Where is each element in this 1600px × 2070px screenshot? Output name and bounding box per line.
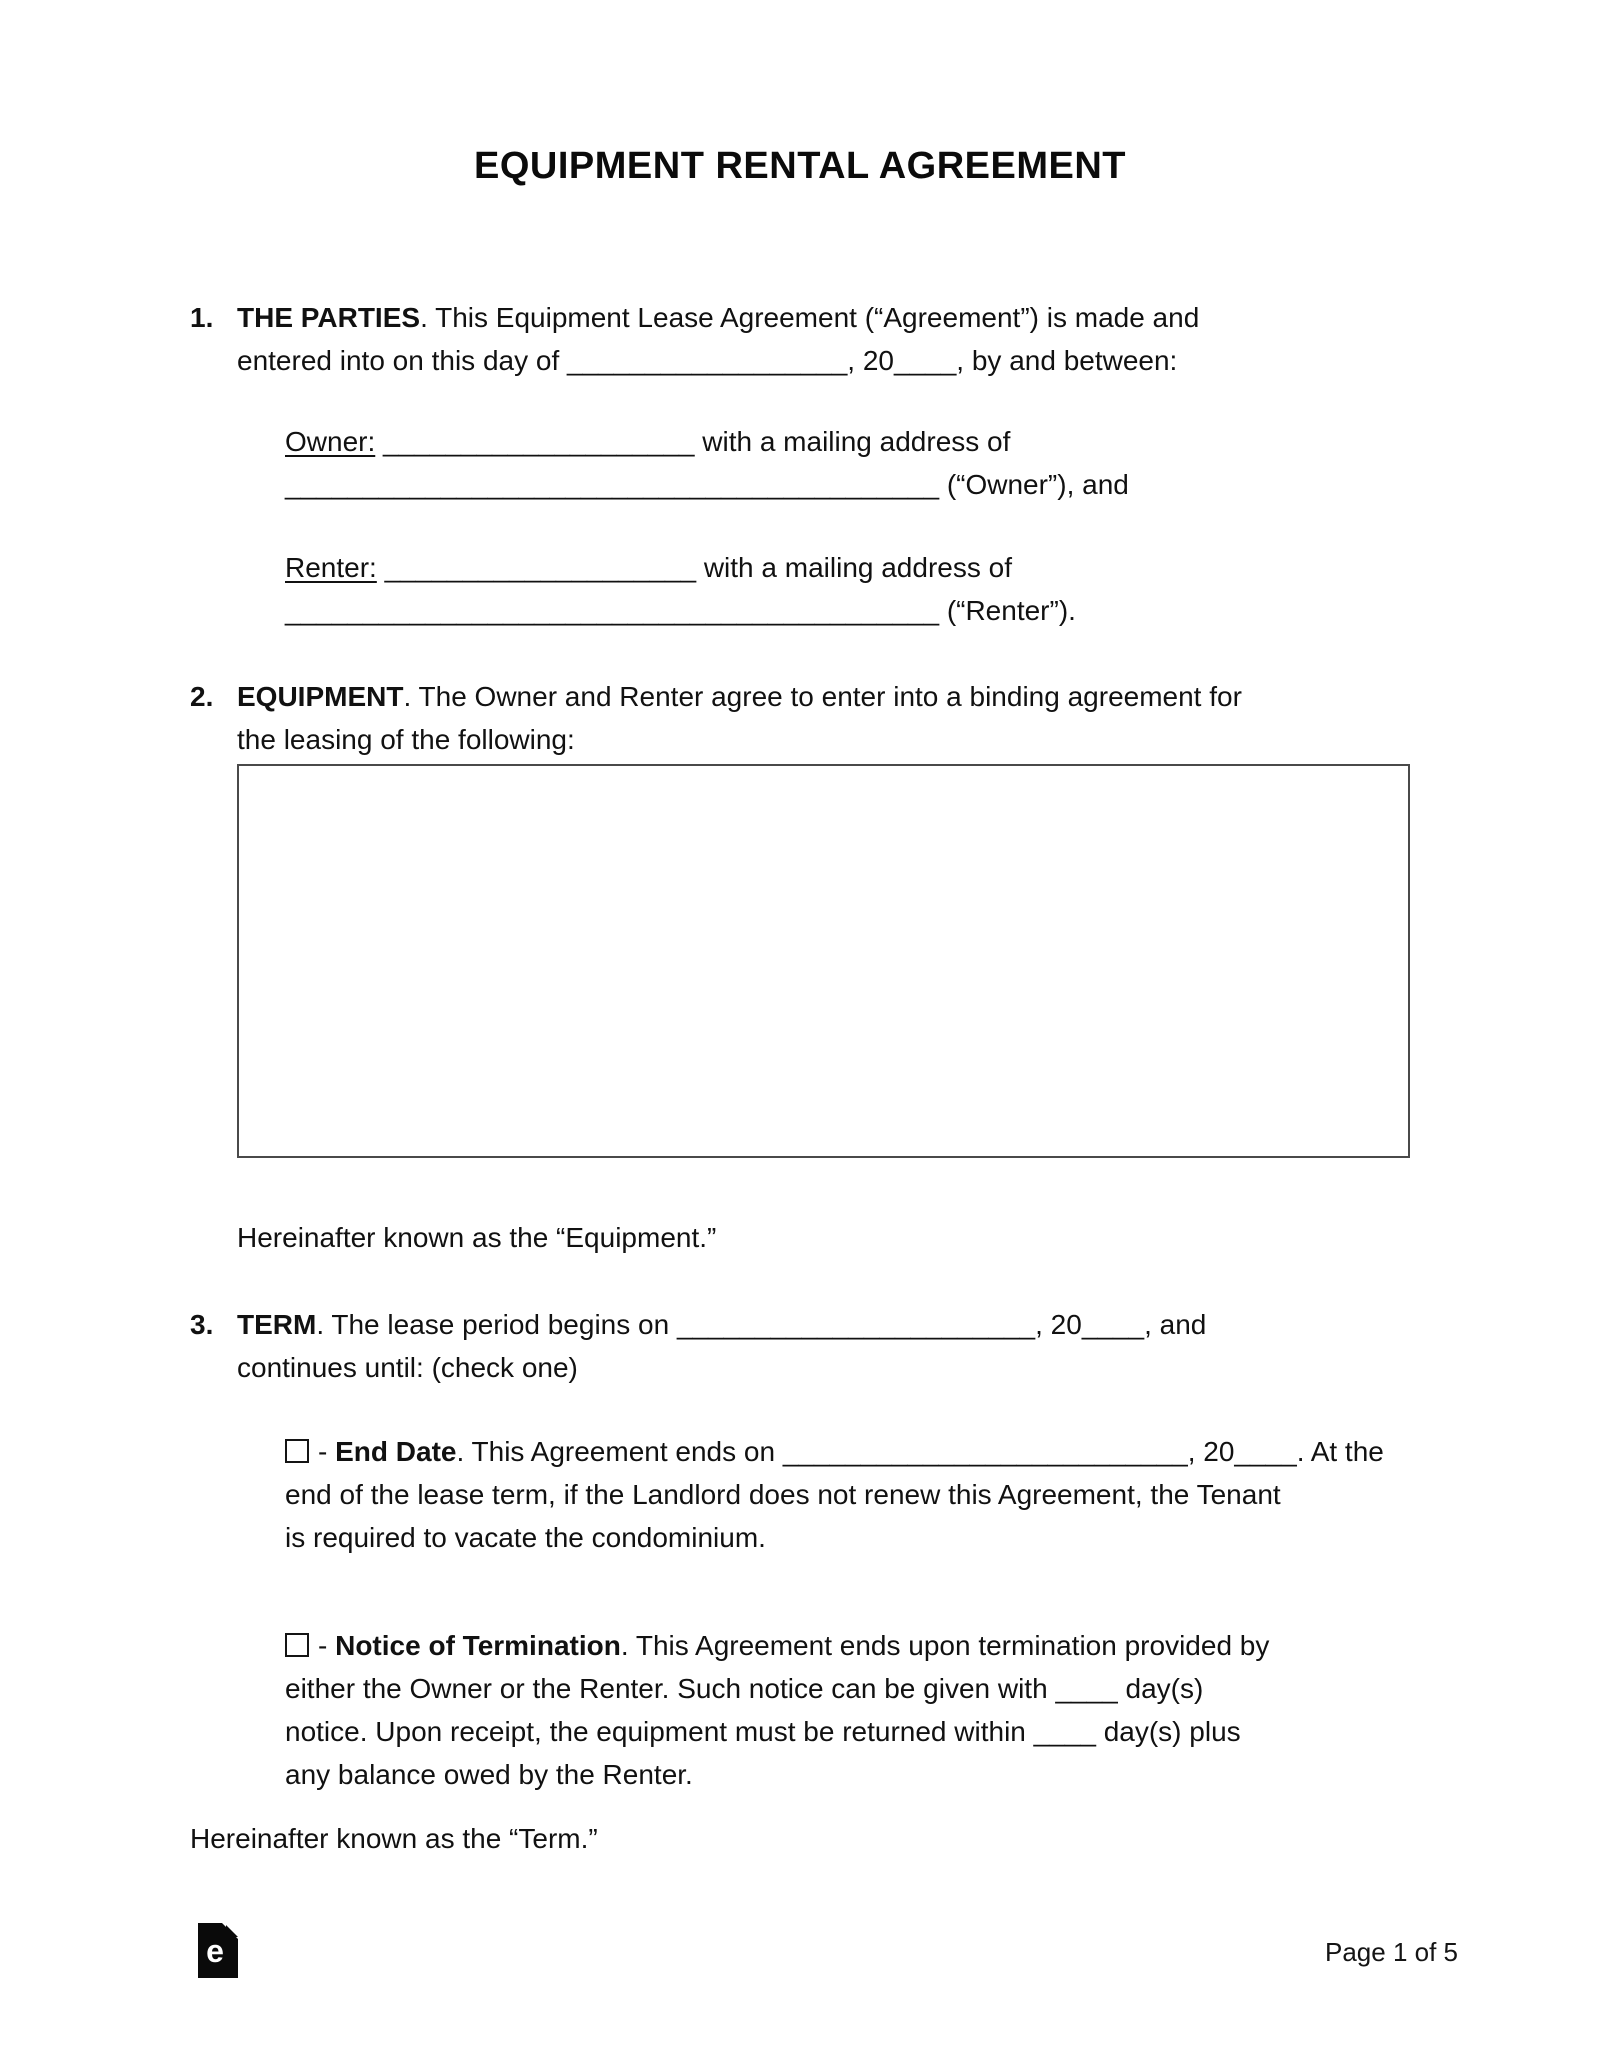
end-date-option [285, 1430, 1410, 1559]
end-date-line-3: is required to vacate the condominium. [285, 1522, 766, 1553]
end-date-line-1 [285, 1430, 1410, 1473]
parties-line-1-text: . This Equipment Lease Agreement (“Agreement”) is made and [420, 302, 1200, 333]
end-date-line-1-text: . This Agreement ends on __________________________, 20____. At the [456, 1436, 1384, 1467]
page-number-label: Page 1 of 5 [1325, 1937, 1458, 1967]
equipment-line-1-text: . The Owner and Renter agree to enter into a binding agreement for [403, 681, 1242, 712]
renter-name-blank: ____________________ with a mailing address of [376, 552, 1012, 583]
term-line-2: continues until: (check one) [237, 1352, 578, 1383]
notice-dash: - [318, 1630, 336, 1661]
section-heading: EQUIPMENT [237, 681, 404, 712]
checkbox-icon [285, 1633, 309, 1657]
term-line-1 [237, 1303, 1410, 1346]
section-heading: TERM [237, 1309, 317, 1340]
parties-line-1 [237, 296, 1410, 339]
renter-line-1 [285, 546, 1410, 589]
notice-line-1 [285, 1624, 1410, 1667]
section-term-body [237, 1303, 1410, 1796]
owner-clause [285, 420, 1410, 506]
owner-name-blank: ____________________ with a mailing address of [375, 426, 1011, 457]
notice-line-1-text: . This Agreement ends upon termination provided by [620, 1630, 1270, 1661]
logo-letter: e [206, 1933, 224, 1969]
owner-label: Owner: [285, 426, 376, 457]
end-date-line-2: end of the lease term, if the Landlord does not renew this Agreement, the Tenant [285, 1479, 1281, 1510]
section-number: 3. [190, 1309, 214, 1340]
term-hereinafter-text: Hereinafter known as the “Term.” [190, 1823, 598, 1854]
equipment-line-2: the leasing of the following: [237, 724, 575, 755]
notice-heading: Notice of Termination [335, 1630, 621, 1661]
equipment-line-1 [237, 675, 1410, 718]
notice-of-termination-option [285, 1624, 1410, 1796]
renter-label: Renter: [285, 552, 377, 583]
checkbox-icon [285, 1439, 309, 1463]
equipment-hereinafter-text: Hereinafter known as the “Equipment.” [237, 1222, 717, 1253]
end-date-heading: End Date [335, 1436, 457, 1467]
owner-line-2: __________________________________________ (“Owner”), and [285, 469, 1129, 500]
notice-line-2: either the Owner or the Renter. Such notice can be given with ____ day(s) [285, 1673, 1204, 1704]
section-parties [190, 296, 1410, 632]
term-line-1-text: . The lease period begins on _______________________, 20____, and [316, 1309, 1207, 1340]
section-equipment [190, 675, 1410, 1259]
owner-line-1 [285, 420, 1410, 463]
eforms-page-logo-icon [198, 1923, 238, 1978]
end-date-dash: - [318, 1436, 336, 1467]
renter-clause [285, 546, 1410, 632]
page-title: EQUIPMENT RENTAL AGREEMENT [474, 145, 1126, 187]
renter-line-2: __________________________________________ (“Renter”). [285, 595, 1076, 626]
section-term [190, 1303, 1410, 1796]
notice-line-4: any balance owed by the Renter. [285, 1759, 693, 1790]
parties-line-2: entered into on this day of __________________, 20____, by and between: [237, 345, 1178, 376]
section-parties-body [237, 296, 1410, 632]
notice-line-3: notice. Upon receipt, the equipment must be returned within ____ day(s) plus [285, 1716, 1241, 1747]
equipment-description-box [237, 764, 1410, 1158]
section-number: 1. [190, 302, 214, 333]
section-number: 2. [190, 681, 214, 712]
section-equipment-body [237, 675, 1410, 1259]
section-heading: THE PARTIES [237, 302, 421, 333]
